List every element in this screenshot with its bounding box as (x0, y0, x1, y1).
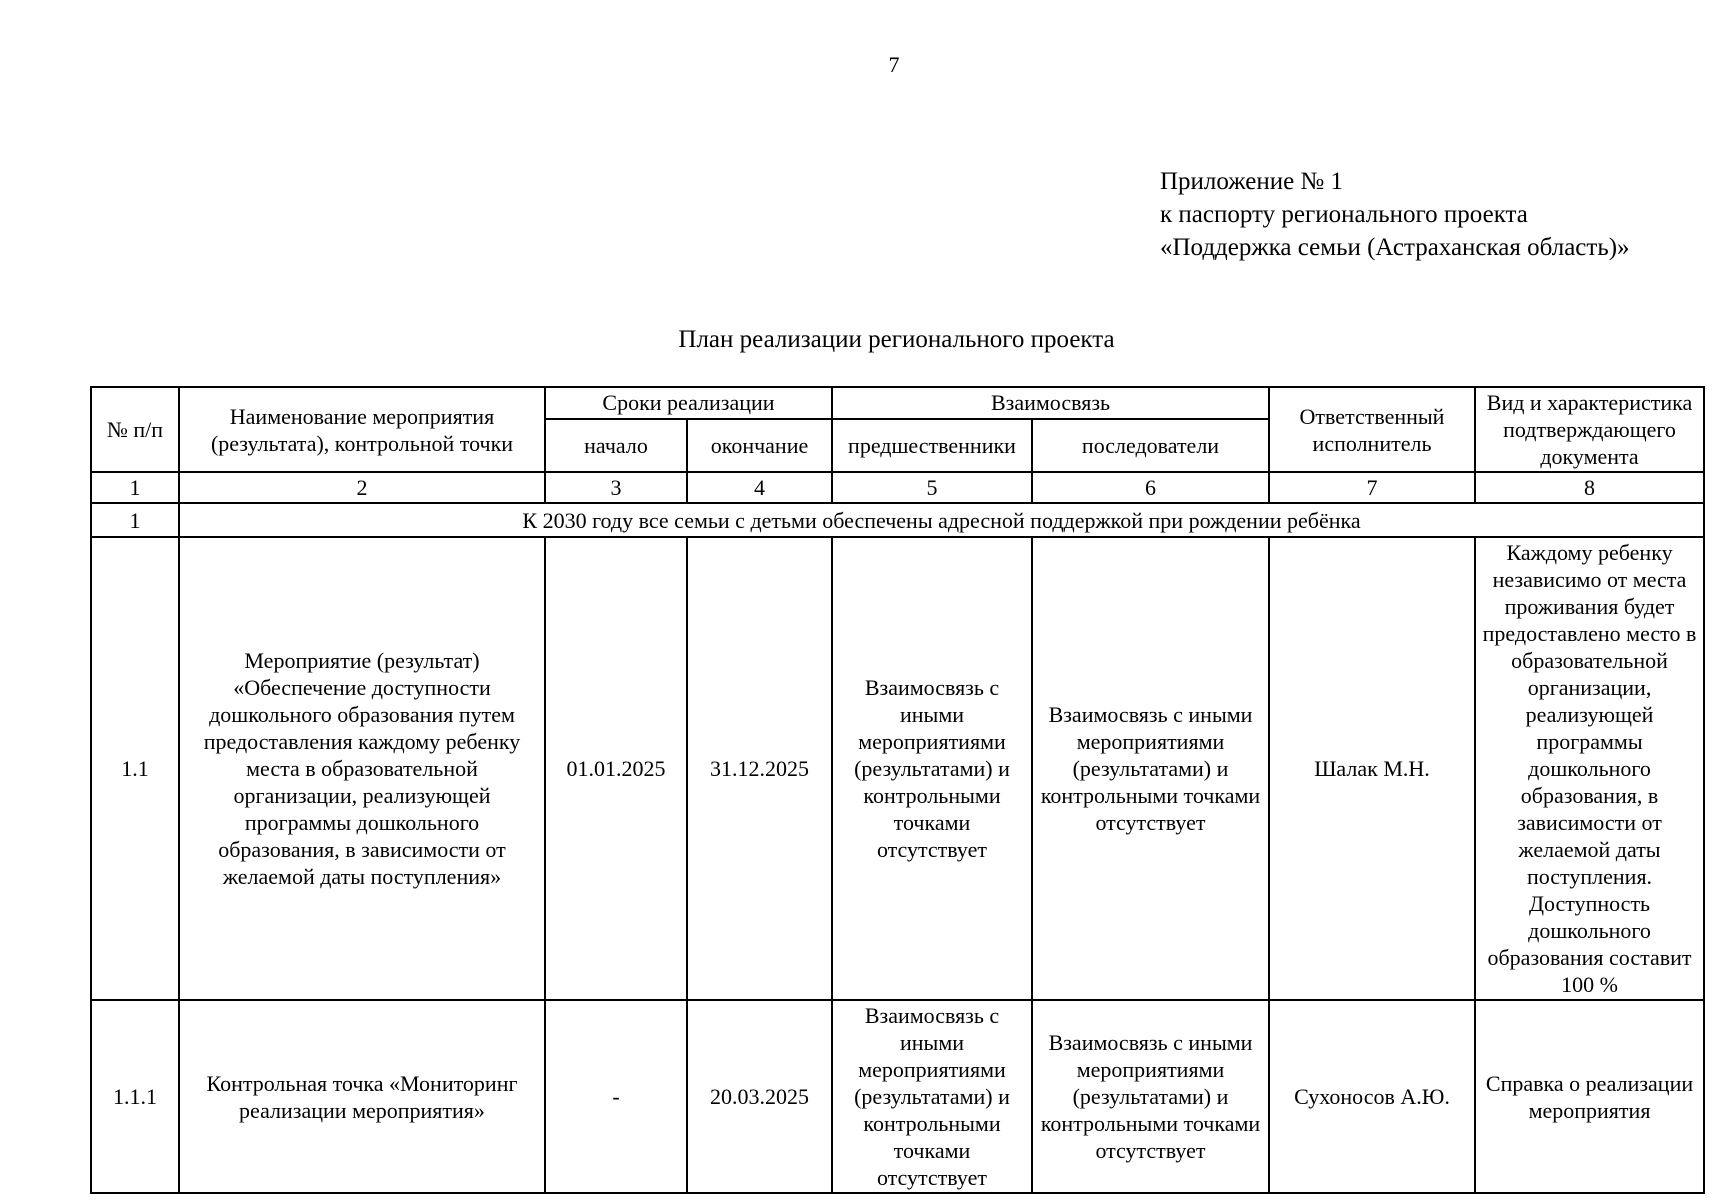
section-text: К 2030 году все семьи с детьми обеспечены адресной поддержкой при рождении ребёнка (179, 503, 1704, 537)
row-num: 1.1.1 (91, 1000, 179, 1193)
row-responsible: Сухоносов А.Ю. (1269, 1000, 1475, 1193)
appendix-line-3: «Поддержка семьи (Астраханская область)» (1160, 234, 1630, 261)
section-num: 1 (91, 503, 179, 537)
row-num: 1.1 (91, 537, 179, 1000)
header-name: Наименование мероприятия (результата), контрольной точки (179, 387, 545, 472)
header-predecessors: предшественники (832, 419, 1032, 472)
section-row (91, 503, 1704, 537)
row-start: 01.01.2025 (545, 537, 687, 1000)
table-row (91, 537, 1704, 1000)
plan-table (90, 386, 1705, 1194)
header-relation: Взаимосвязь (832, 387, 1269, 419)
row-successors: Взаимосвязь с иными мероприятиями (результатами) и контрольными точками отсутствует (1032, 1000, 1269, 1193)
appendix-line-2: к паспорту регионального проекта (1160, 201, 1528, 228)
row-name: Мероприятие (результат) «Обеспечение доступности дошкольного образования путем предоставления каждому ребенку места в образовательной организации, реализующей программы дошкольного образования, в зависимости от желаемой даты поступления» (179, 537, 545, 1000)
row-end: 20.03.2025 (687, 1000, 832, 1193)
row-end: 31.12.2025 (687, 537, 832, 1000)
col-number: 5 (832, 472, 1032, 503)
row-predecessors: Взаимосвязь с иными мероприятиями (результатами) и контрольными точками отсутствует (832, 1000, 1032, 1193)
row-predecessors: Взаимосвязь с иными мероприятиями (результатами) и контрольными точками отсутствует (832, 537, 1032, 1000)
col-number: 1 (91, 472, 179, 503)
row-document: Справка о реализации мероприятия (1475, 1000, 1704, 1193)
plan-title: План реализации регионального проекта (678, 326, 1115, 353)
row-successors: Взаимосвязь с иными мероприятиями (результатами) и контрольными точками отсутствует (1032, 537, 1269, 1000)
appendix-block (1160, 165, 1630, 264)
row-start: - (545, 1000, 687, 1193)
col-number: 2 (179, 472, 545, 503)
header-row-1 (91, 387, 1704, 419)
column-number-row (91, 472, 1704, 503)
header-start: начало (545, 419, 687, 472)
col-number: 4 (687, 472, 832, 503)
header-successors: последователи (1032, 419, 1269, 472)
row-document: Каждому ребенку независимо от места проживания будет предоставлено место в образовательной организации, реализующей программы дошкольного образования, в зависимости от желаемой даты поступления. Доступность дошкольного образования составит 100 % (1475, 537, 1704, 1000)
row-responsible: Шалак М.Н. (1269, 537, 1475, 1000)
page-number: 7 (888, 52, 900, 77)
header-num: № п/п (91, 387, 179, 472)
appendix-line-1: Приложение № 1 (1160, 168, 1344, 195)
header-end: окончание (687, 419, 832, 472)
col-number: 7 (1269, 472, 1475, 503)
row-name: Контрольная точка «Мониторинг реализации мероприятия» (179, 1000, 545, 1193)
col-number: 6 (1032, 472, 1269, 503)
header-document: Вид и характеристика подтверждающего документа (1475, 387, 1704, 472)
header-dates: Сроки реализации (545, 387, 832, 419)
table-row (91, 1000, 1704, 1193)
header-responsible: Ответственный исполнитель (1269, 387, 1475, 472)
col-number: 3 (545, 472, 687, 503)
col-number: 8 (1475, 472, 1704, 503)
